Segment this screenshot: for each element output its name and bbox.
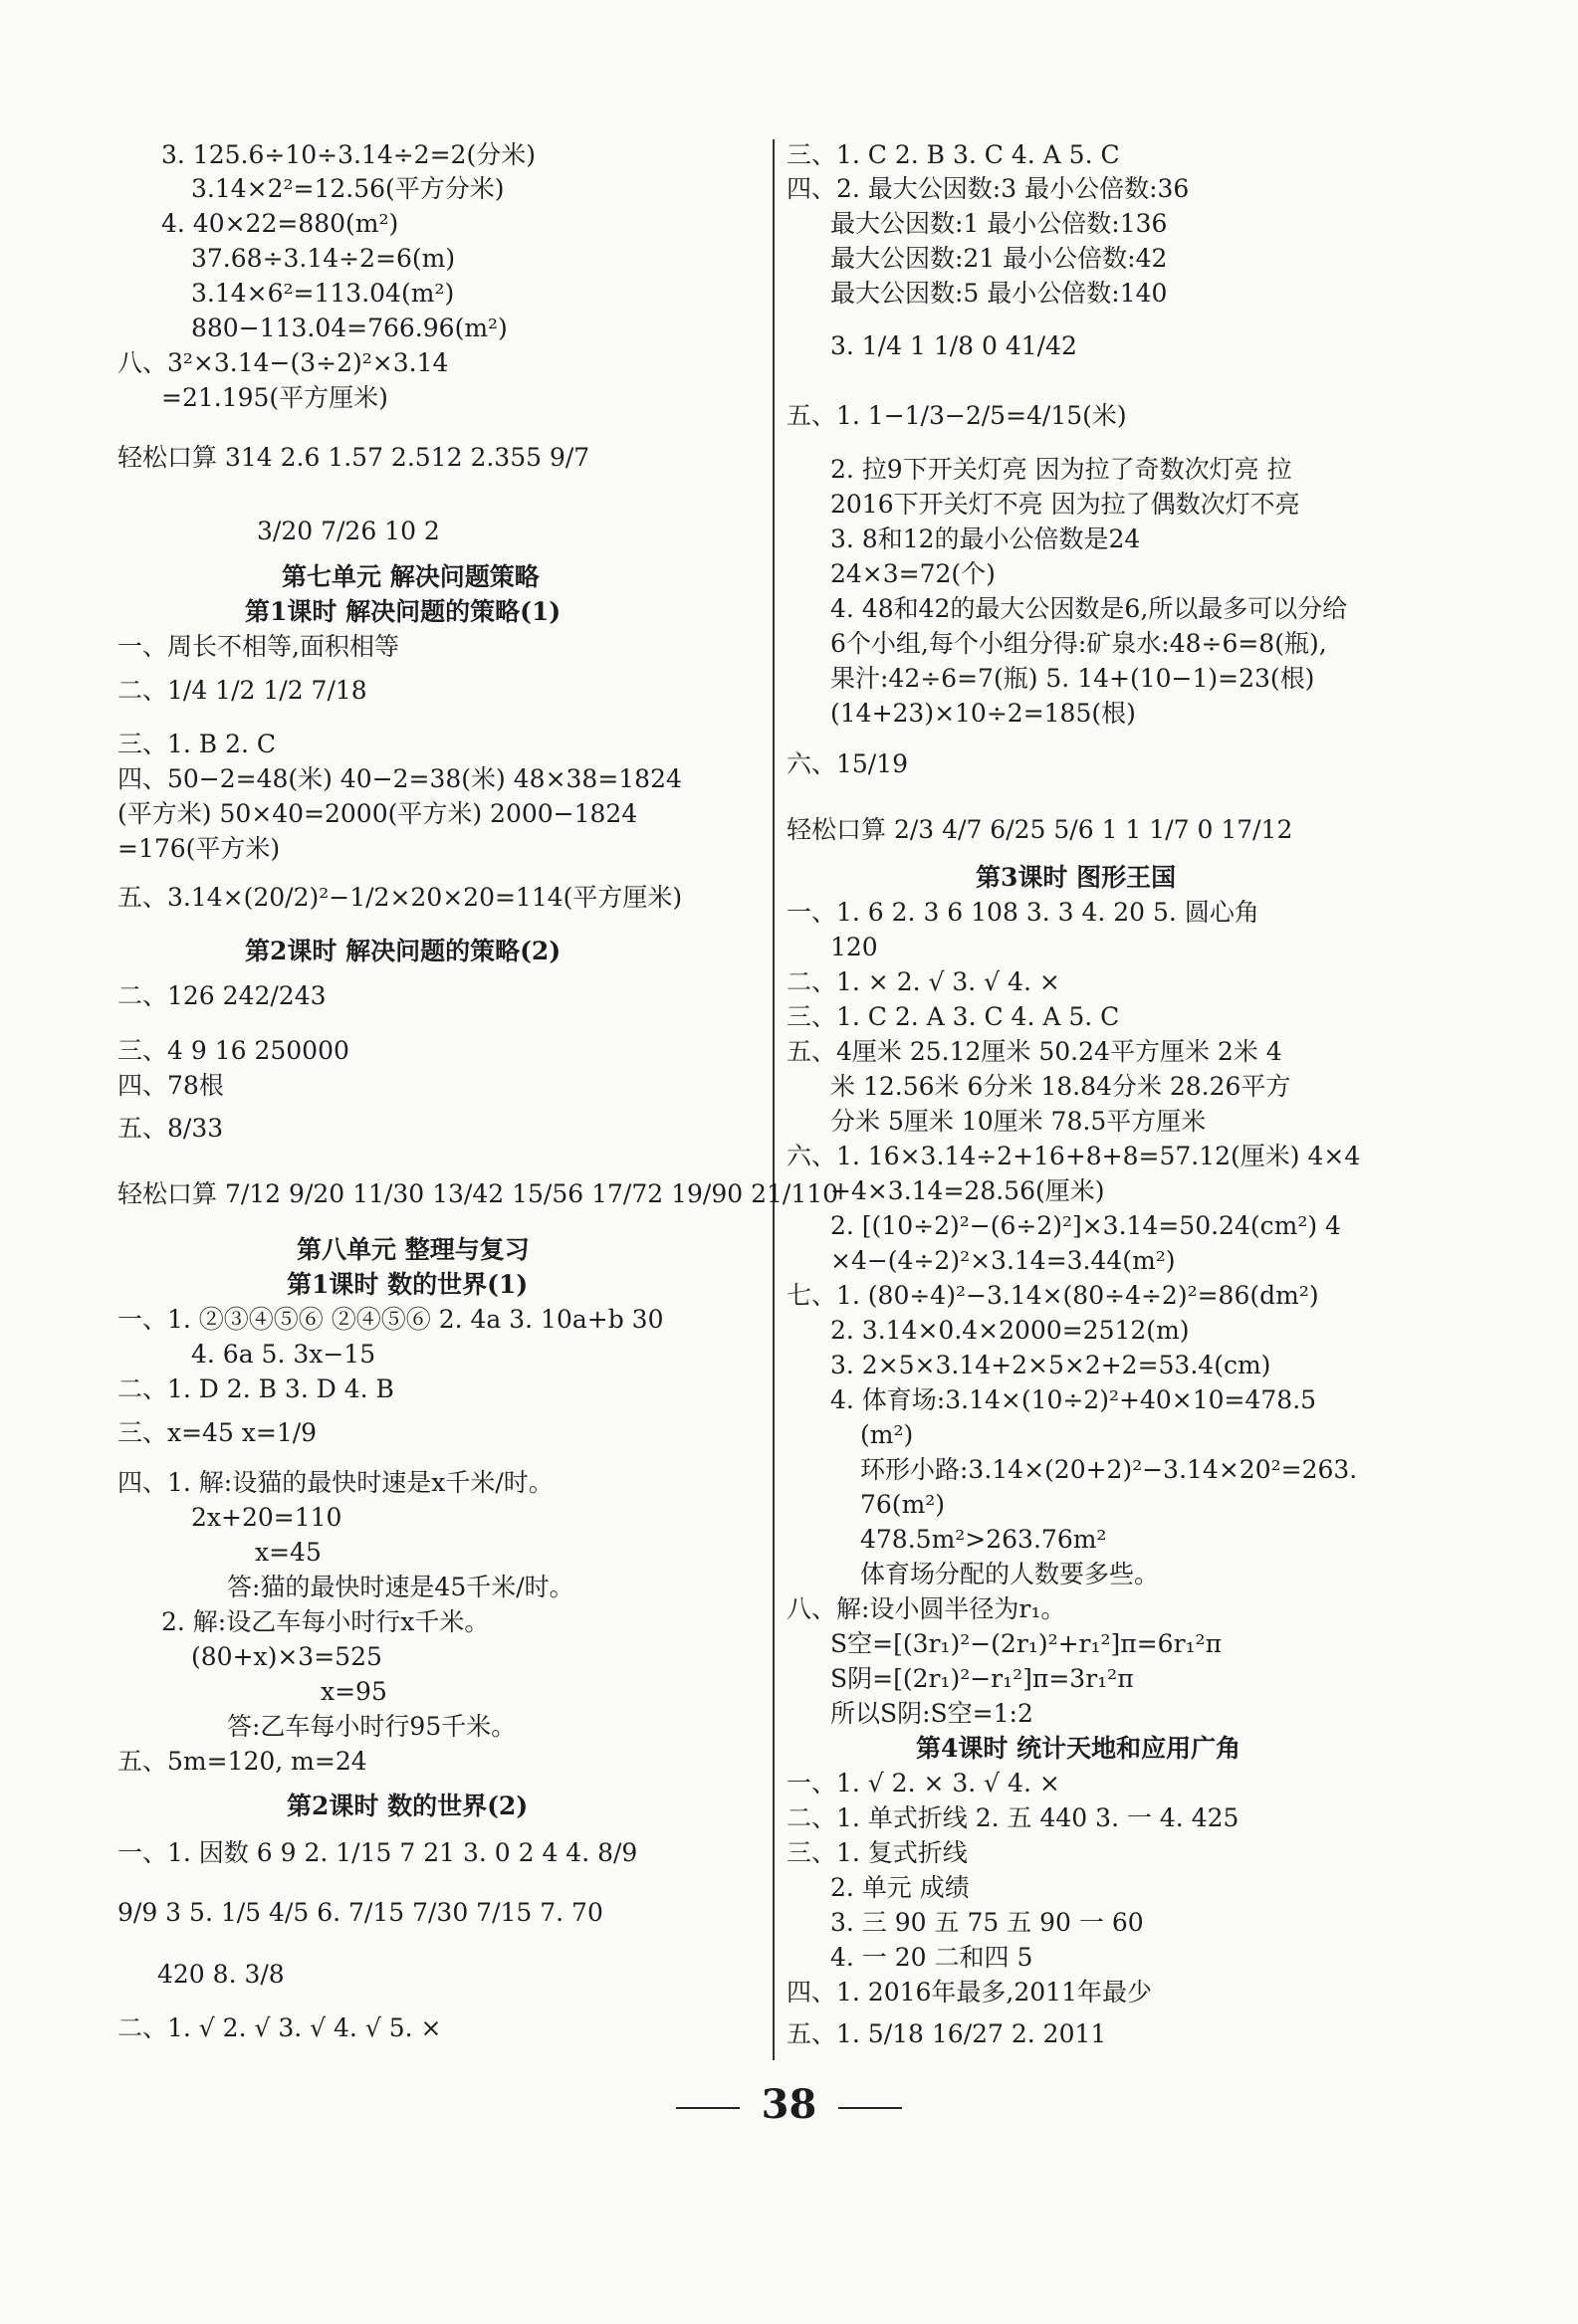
section-heading: 第3课时 图形王国: [976, 863, 1177, 892]
text-line: 轻松口算 314 2.6 1.57 2.512 2.355 9/7: [117, 443, 590, 472]
text-line: 分米 5厘米 10厘米 78.5平方厘米: [830, 1107, 1207, 1136]
text-line: 五、8/33: [117, 1114, 224, 1143]
text-line: 2. 单元 成绩: [830, 1873, 970, 1902]
text-line: 76(m²): [860, 1490, 946, 1519]
text-line: 五、3.14×(20/2)²−1/2×20×20=114(平方厘米): [117, 883, 683, 912]
text-line: 所以S阴:S空=1:2: [830, 1699, 1033, 1728]
text-line: 3.14×2²=12.56(平方分米): [191, 174, 505, 203]
text-line: 七、1. (80÷4)²−3.14×(80÷4÷2)²=86(dm²): [787, 1281, 1319, 1310]
text-line: S阴=[(2r₁)²−r₁²]π=3r₁²π: [830, 1664, 1134, 1693]
text-line: 三、1. C 2. B 3. C 4. A 5. C: [787, 140, 1120, 169]
text-line: 三、x=45 x=1/9: [117, 1418, 318, 1447]
text-line: 二、1/4 1/2 1/2 7/18: [117, 676, 367, 705]
text-line: 一、1. ②③④⑤⑥ ②④⑤⑥ 2. 4a 3. 10a+b 30: [117, 1305, 664, 1334]
text-line: 果汁:42÷6=7(瓶) 5. 14+(10−1)=23(根): [830, 664, 1315, 693]
text-line: 一、1. 6 2. 3 6 108 3. 3 4. 20 5. 圆心角: [787, 898, 1259, 927]
text-line: 2x+20=110: [191, 1503, 342, 1532]
text-line: (80+x)×3=525: [191, 1642, 382, 1671]
text-line: 24×3=72(个): [830, 559, 996, 588]
text-line: S空=[(3r₁)²−(2r₁)²+r₁²]π=6r₁²π: [830, 1629, 1222, 1658]
text-line: 三、1. B 2. C: [117, 730, 277, 758]
text-line: 五、1. 1−1/3−2/5=4/15(米): [787, 401, 1127, 430]
text-line: 六、15/19: [787, 749, 909, 778]
text-line: 2. 拉9下开关灯亮 因为拉了奇数次灯亮 拉: [830, 455, 1292, 484]
text-line: 轻松口算 7/12 9/20 11/30 13/42 15/56 17/72 19/90 21/110: [117, 1179, 839, 1208]
text-line: 米 12.56米 6分米 18.84分米 28.26平方: [830, 1072, 1291, 1101]
text-line: 420 8. 3/8: [157, 1960, 285, 1989]
text-line: 三、1. C 2. A 3. C 4. A 5. C: [787, 1002, 1120, 1031]
text-line: =176(平方米): [117, 834, 281, 863]
text-line: 五、1. 5/18 16/27 2. 2011: [787, 2019, 1107, 2048]
text-line: 4. 6a 5. 3x−15: [191, 1340, 376, 1369]
text-line: 3. 125.6÷10÷3.14÷2=2(分米): [161, 140, 536, 169]
text-line: 五、4厘米 25.12厘米 50.24平方厘米 2米 4: [787, 1037, 1282, 1066]
text-line: 4. 40×22=880(m²): [161, 209, 399, 238]
text-line: 二、1. √ 2. √ 3. √ 4. √ 5. ×: [117, 2013, 442, 2042]
text-line: 四、78根: [117, 1071, 224, 1100]
text-line: 八、3²×3.14−(3÷2)²×3.14: [117, 348, 449, 377]
text-line: 五、5m=120, m=24: [117, 1747, 367, 1776]
text-line: 2. 解:设乙车每小时行x千米。: [161, 1607, 490, 1636]
text-line: 环形小路:3.14×(20+2)²−3.14×20²=263.: [860, 1455, 1358, 1484]
text-line: 37.68÷3.14÷2=6(m): [191, 244, 456, 273]
section-heading: 第七单元 解决问题策略: [282, 562, 540, 591]
text-line: 轻松口算 2/3 4/7 6/25 5/6 1 1 1/7 0 17/12: [787, 815, 1293, 844]
text-line: x=45: [255, 1538, 322, 1567]
text-line: +4×3.14=28.56(厘米): [830, 1176, 1105, 1205]
section-heading: 第2课时 解决问题的策略(2): [245, 937, 562, 965]
text-line: 3. 1/4 1 1/8 0 41/42: [830, 331, 1077, 360]
text-line: 最大公因数:1 最小公倍数:136: [830, 209, 1168, 238]
text-line: 答:猫的最快时速是45千米/时。: [227, 1573, 574, 1601]
text-line: 二、1. 单式折线 2. 五 440 3. 一 4. 425: [787, 1803, 1240, 1832]
section-heading: 第2课时 数的世界(2): [287, 1792, 529, 1820]
text-line: 2016下开关灯不亮 因为拉了偶数次灯不亮: [830, 490, 1300, 519]
text-line: 二、1. D 2. B 3. D 4. B: [117, 1374, 394, 1403]
footer-dash-right: [838, 2107, 902, 2109]
text-line: 最大公因数:21 最小公倍数:42: [830, 244, 1168, 273]
text-line: 八、解:设小圆半径为r₁。: [787, 1594, 1066, 1623]
text-line: x=95: [321, 1677, 387, 1706]
text-line: 3. 2×5×3.14+2×5×2+2=53.4(cm): [830, 1351, 1271, 1379]
footer-dash-left: [676, 2107, 740, 2109]
text-line: 最大公因数:5 最小公倍数:140: [830, 279, 1168, 308]
text-line: 3/20 7/26 10 2: [257, 517, 440, 545]
column-divider: [773, 139, 775, 2060]
text-line: 三、4 9 16 250000: [117, 1036, 349, 1065]
text-line: 2. [(10÷2)²−(6÷2)²]×3.14=50.24(cm²) 4: [830, 1211, 1341, 1240]
page-number: 38: [761, 2081, 817, 2128]
page-number-footer: [0, 2080, 1578, 2130]
text-line: 4. 48和42的最大公因数是6,所以最多可以分给: [830, 594, 1348, 623]
text-line: (m²): [860, 1420, 914, 1449]
text-line: 478.5m²>263.76m²: [860, 1525, 1107, 1554]
text-line: 答:乙车每小时行95千米。: [227, 1712, 517, 1741]
text-line: 120: [830, 933, 878, 961]
text-line: 3. 三 90 五 75 五 90 一 60: [830, 1908, 1144, 1937]
text-line: 二、126 242/243: [117, 981, 327, 1010]
text-line: 3.14×6²=113.04(m²): [191, 279, 455, 308]
text-line: 六、1. 16×3.14÷2+16+8+8=57.12(厘米) 4×4: [787, 1142, 1361, 1170]
text-line: 一、1. 因数 6 9 2. 1/15 7 21 3. 0 2 4 4. 8/9: [117, 1838, 638, 1867]
text-line: 四、1. 2016年最多,2011年最少: [787, 1978, 1152, 2007]
text-line: 6个小组,每个小组分得:矿泉水:48÷6=8(瓶),: [830, 629, 1327, 658]
section-heading: 第1课时 解决问题的策略(1): [245, 597, 562, 626]
section-heading: 第八单元 整理与复习: [297, 1235, 530, 1264]
text-line: ×4−(4÷2)²×3.14=3.44(m²): [830, 1246, 1176, 1275]
text-line: 四、1. 解:设猫的最快时速是x千米/时。: [117, 1468, 554, 1497]
text-line: 一、1. √ 2. × 3. √ 4. ×: [787, 1769, 1060, 1797]
text-line: 880−113.04=766.96(m²): [191, 314, 508, 342]
text-line: 二、1. × 2. √ 3. √ 4. ×: [787, 967, 1060, 996]
text-line: 2. 3.14×0.4×2000=2512(m): [830, 1316, 1190, 1345]
section-heading: 第4课时 统计天地和应用广角: [916, 1734, 1241, 1763]
text-line: 一、周长不相等,面积相等: [117, 632, 399, 661]
text-line: 四、2. 最大公因数:3 最小公倍数:36: [787, 174, 1190, 203]
text-line: (平方米) 50×40=2000(平方米) 2000−1824: [117, 799, 638, 828]
text-line: 4. 体育场:3.14×(10÷2)²+40×10=478.5: [830, 1385, 1317, 1414]
text-line: 三、1. 复式折线: [787, 1838, 968, 1867]
section-heading: 第1课时 数的世界(1): [287, 1270, 529, 1299]
text-line: 4. 一 20 二和四 5: [830, 1943, 1033, 1972]
text-line: (14+23)×10÷2=185(根): [830, 699, 1136, 728]
text-line: =21.195(平方厘米): [161, 383, 388, 412]
text-line: 体育场分配的人数要多些。: [860, 1560, 1160, 1588]
text-line: 3. 8和12的最小公倍数是24: [830, 525, 1141, 553]
text-line: 四、50−2=48(米) 40−2=38(米) 48×38=1824: [117, 764, 682, 793]
text-line: 9/9 3 5. 1/5 4/5 6. 7/15 7/30 7/15 7. 70: [117, 1898, 603, 1927]
